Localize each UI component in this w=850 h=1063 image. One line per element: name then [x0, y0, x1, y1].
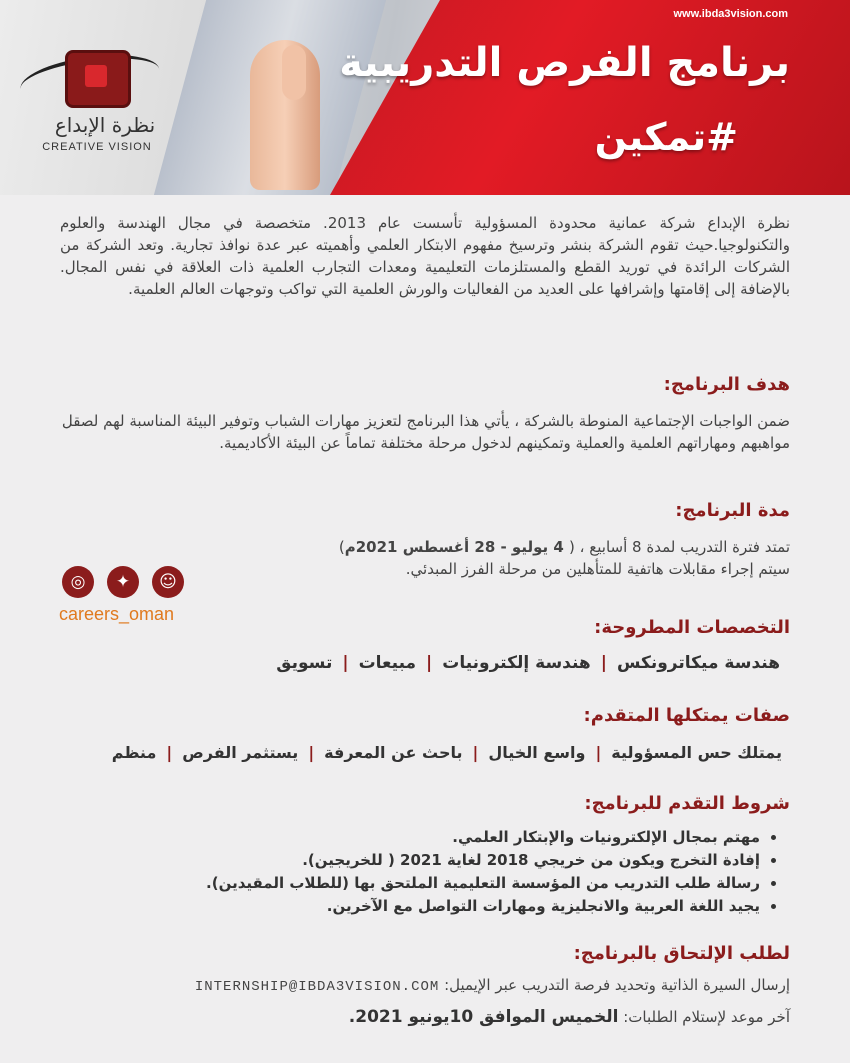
separator: | [472, 743, 479, 762]
separator: | [426, 653, 433, 673]
chip-icon [85, 65, 107, 87]
spec-item: تسويق [276, 653, 333, 673]
social-handle[interactable]: careers_oman [59, 604, 175, 624]
duration-suffix: ) [338, 538, 345, 556]
goal-text: ضمن الواجبات الإجتماعية المنوطة بالشركة ، يأتي هذا البرنامج لتعزيز مهارات الشباب وتوفير البيئة المناسبة لهم لصقل مواهبهم ومهاراتهم العلمية والعملية وتمكينهم لدخول مرحلة مختلفة تماماً عن البيئة الأكاديمية. [61, 412, 790, 452]
conditions-section [60, 793, 790, 814]
duration-heading: مدة البرنامج: [675, 500, 790, 521]
conditions-heading: شروط التقدم للبرنامج: [584, 793, 790, 814]
trait-item: يستثمر الفرص [182, 743, 299, 762]
website-url[interactable]: www.ibda3vision.com [673, 8, 788, 20]
specializations-heading: التخصصات المطروحة: [594, 617, 790, 638]
intro-paragraph: نظرة الإبداع شركة عمانية محدودة المسؤولية تأسست عام 2013. متخصصة في مجال الهندسة والعلوم والتكنولوجيا.حيث تقوم الشركة بنشر وترسيخ مفهوم الابتكار العلمي وأهميته عبر عدة نوافذ تجارية. وتعد الشركة من الشركات الرائدة في توريد القطع والمستلزمات التعليمية ومعدات التجارب العلمية ذات العلاقة في نفس المجال. بالإضافة إلى إقامتها وإشرافها على العديد من الفعاليات والورش العلمية التي تواكب وتوجهات العالم العلمية. [60, 214, 790, 298]
deadline-line [60, 1007, 790, 1027]
header-banner [0, 0, 850, 195]
trait-item: يمتلك حس المسؤولية [611, 743, 782, 762]
apply-text: إرسال السيرة الذاتية وتحديد فرصة التدريب عبر الإيميل: [444, 976, 790, 994]
apply-heading: لطلب الإلتحاق بالبرنامج: [573, 943, 790, 964]
condition-item: • مهتم بمجال الإلكترونيات والإبتكار العلمي. [60, 826, 760, 849]
duration-line-1 [60, 536, 790, 558]
instagram-icon[interactable]: ◎ [62, 566, 94, 598]
apply-instruction [60, 976, 790, 995]
traits-heading: صفات يمتكلها المتقدم: [583, 705, 790, 726]
separator: | [308, 743, 315, 762]
condition-item: • رسالة طلب التدريب من المؤسسة التعليمية الملتحق بها (للطلاب المقيدين). [60, 872, 760, 895]
company-logo [20, 45, 160, 165]
snapchat-icon[interactable]: ☺ [152, 566, 184, 598]
trait-item: منظم [111, 743, 157, 762]
separator: | [166, 743, 173, 762]
separator: | [342, 653, 349, 673]
deadline-label: آخر موعد لإستلام الطلبات: [623, 1008, 790, 1026]
duration-section [60, 500, 790, 521]
duration-dates: 4 يوليو - 28 أغسطس 2021م [344, 538, 570, 556]
trait-item: باحث عن المعرفة [324, 743, 463, 762]
traits-list [52, 743, 782, 762]
thumb-tip [282, 45, 306, 100]
separator: | [595, 743, 602, 762]
logo-english-name: CREATIVE VISION [42, 141, 152, 153]
deadline-date: الخميس الموافق 10يونيو 2021. [348, 1007, 619, 1027]
apply-section [60, 943, 790, 964]
spec-item: مبيعات [358, 653, 417, 673]
separator: | [600, 653, 607, 673]
hashtag: #تمكين [594, 115, 738, 159]
spec-item: هندسة إلكترونيات [442, 653, 591, 673]
trait-item: واسع الخيال [488, 743, 586, 762]
specializations-list [50, 653, 780, 673]
duration-prefix: تمتد فترة التدريب لمدة 8 أسابيع ، ( [569, 538, 790, 556]
goal-section [60, 374, 790, 395]
logo-arabic-name: نظرة الإبداع [54, 113, 156, 137]
traits-section [60, 705, 790, 726]
condition-item: • إفادة التخرج ويكون من خريجي 2018 لغاية 2021 ( للخريجين). [60, 849, 760, 872]
email-link[interactable]: INTERNSHIP@IBDA3VISION.COM [194, 979, 440, 995]
goal-heading: هدف البرنامج: [663, 374, 790, 395]
duration-line-2: سيتم إجراء مقابلات هاتفية للمتأهلين من مرحلة الفرز المبدئي. [405, 560, 790, 578]
page-title: برنامج الفرص التدريبية [339, 40, 790, 86]
twitter-icon[interactable]: ✦ [107, 566, 139, 598]
condition-item: • يجيد اللغة العربية والانجليزية ومهارات التواصل مع الآخرين. [60, 895, 760, 918]
conditions-list [60, 826, 790, 918]
spec-item: هندسة ميكاترونكس [616, 653, 780, 673]
